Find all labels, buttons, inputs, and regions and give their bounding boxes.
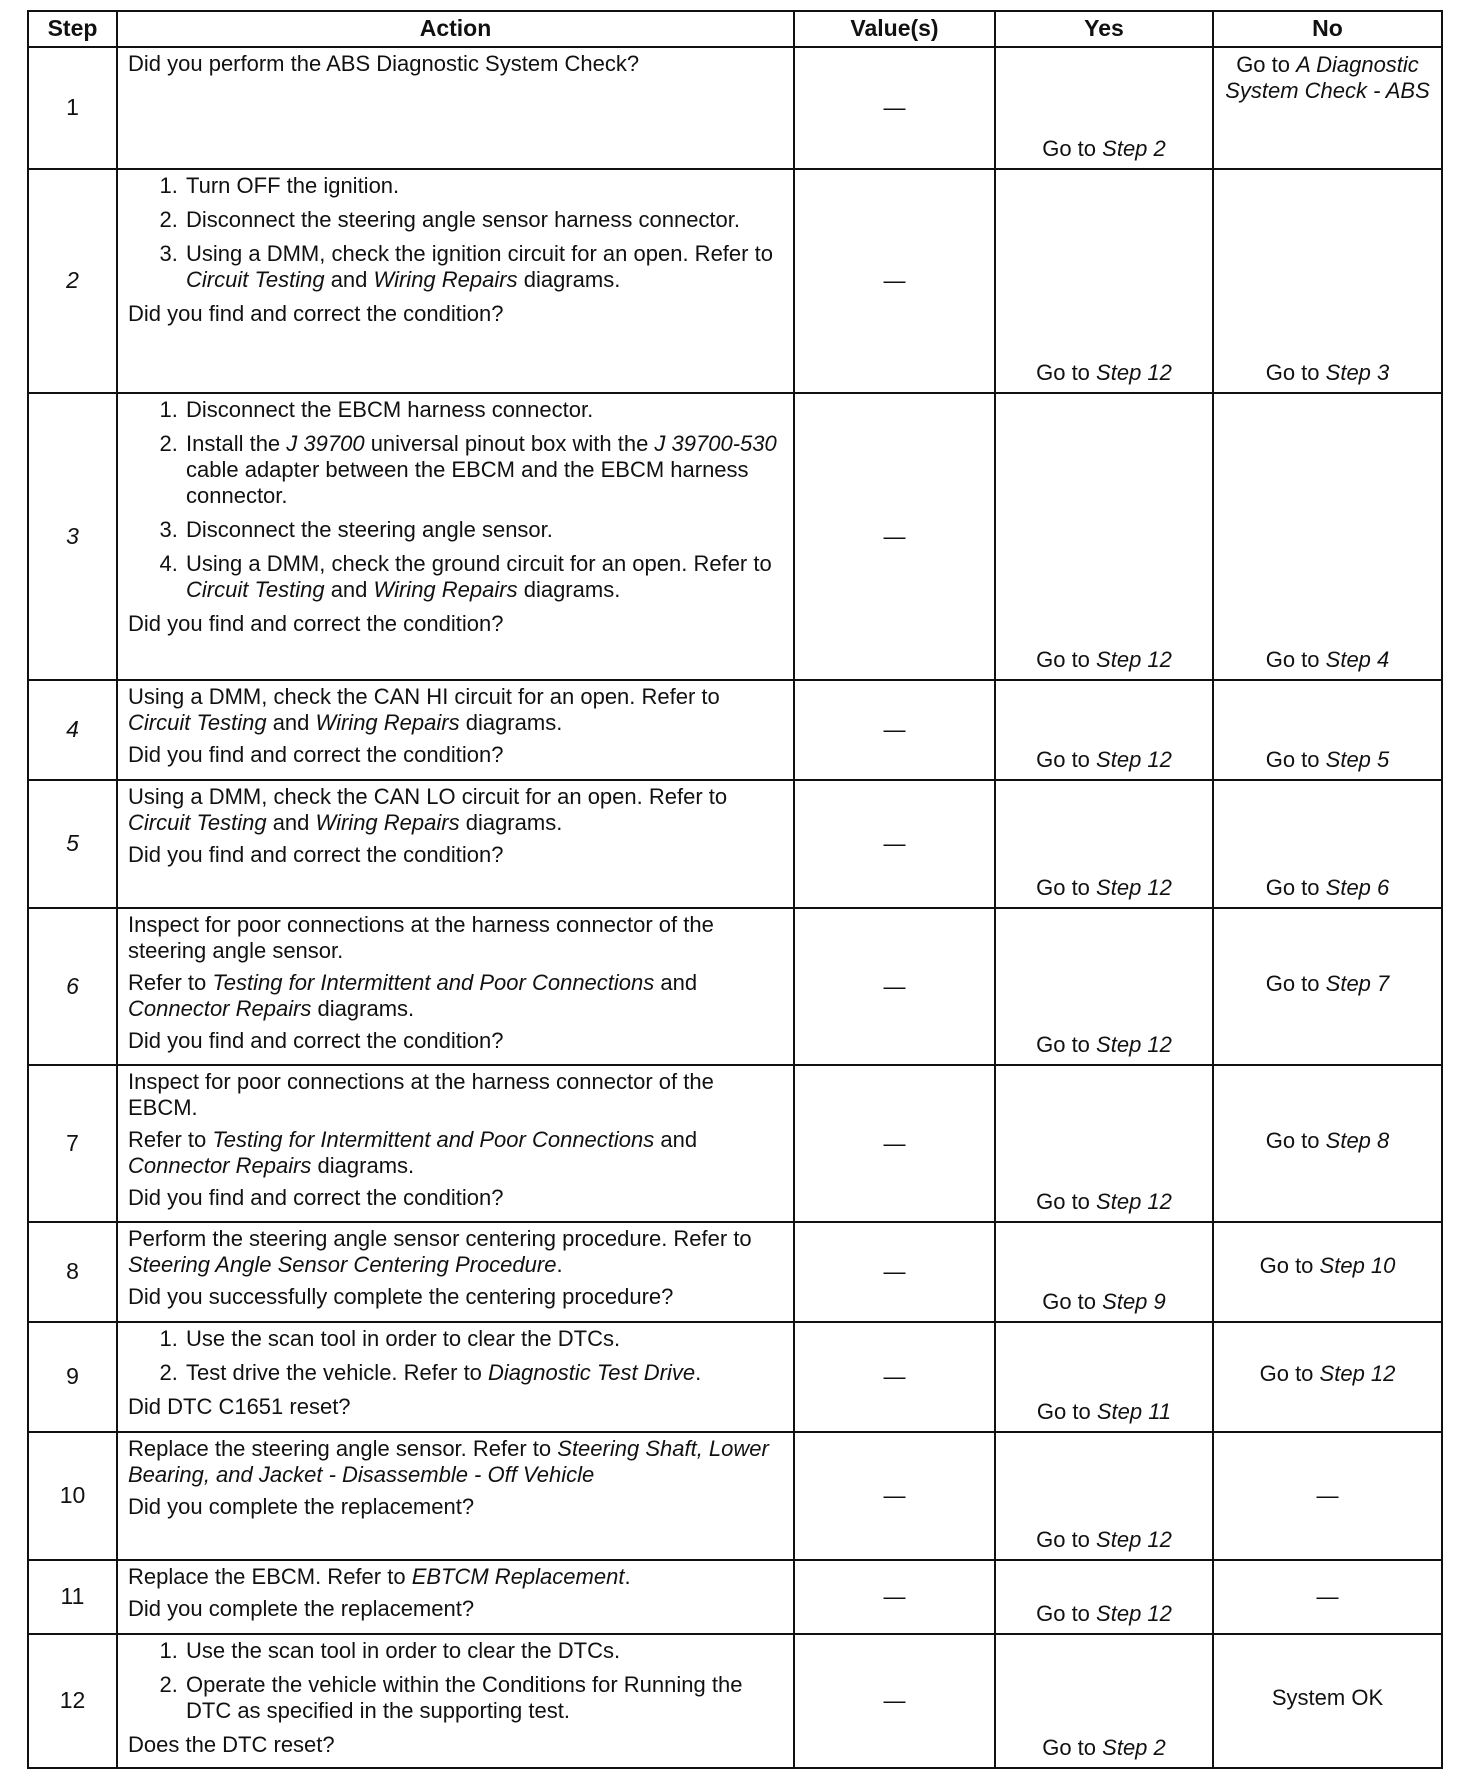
list-item: 2. Disconnect the steering angle sensor harness connector. — [184, 207, 785, 233]
header-values: Value(s) — [794, 11, 995, 47]
list-item: 1. Use the scan tool in order to clear the DTCs. — [184, 1326, 785, 1352]
table-row — [28, 1560, 1442, 1634]
action-cell — [117, 1322, 794, 1432]
no-cell: System OK — [1213, 1634, 1442, 1768]
no-cell: Go to Step 12 — [1213, 1322, 1442, 1432]
table-row — [28, 1432, 1442, 1560]
no-cell: Go to Step 3 — [1213, 169, 1442, 393]
yes-cell: Go to Step 11 — [995, 1322, 1213, 1432]
value-cell: — — [794, 47, 995, 169]
table-row — [28, 780, 1442, 908]
yes-cell: Go to Step 12 — [995, 393, 1213, 680]
step-number: 9 — [28, 1322, 117, 1432]
step-number: 3 — [28, 393, 117, 680]
list-item: 2. Operate the vehicle within the Conditions for Running the DTC as specified in the supporting test. — [184, 1672, 785, 1724]
table-row — [28, 908, 1442, 1065]
value-cell: — — [794, 1432, 995, 1560]
question-text: Did you complete the replacement? — [128, 1493, 475, 1519]
header-no: No — [1213, 11, 1442, 47]
question-text: Does the DTC reset? — [128, 1731, 335, 1757]
step-number: 10 — [28, 1432, 117, 1560]
action-text: Replace the EBCM. Refer to EBTCM Replacement. — [128, 1564, 631, 1589]
header-step: Step — [28, 11, 117, 47]
yes-cell: Go to Step 12 — [995, 780, 1213, 908]
action-cell — [117, 908, 794, 1065]
action-cell — [117, 1634, 794, 1768]
value-cell: — — [794, 1560, 995, 1634]
action-cell — [117, 393, 794, 680]
table-row — [28, 1065, 1442, 1222]
yes-cell: Go to Step 12 — [995, 1432, 1213, 1560]
list-item: 3. Using a DMM, check the ignition circuit for an open. Refer to Circuit Testing and Wiring Repairs diagrams. — [184, 241, 785, 293]
table-row — [28, 169, 1442, 393]
no-cell: Go to Step 6 — [1213, 780, 1442, 908]
table-row — [28, 680, 1442, 780]
no-cell: Go to Step 7 — [1213, 908, 1442, 1065]
step-number: 4 — [28, 680, 117, 780]
question-text: Did you find and correct the condition? — [128, 741, 504, 767]
refer-text: Refer to Testing for Intermittent and Poor Connections and Connector Repairs diagrams. — [128, 969, 698, 1021]
action-cell — [117, 1560, 794, 1634]
no-cell: Go to Step 5 — [1213, 680, 1442, 780]
action-cell — [117, 169, 794, 393]
list-item: 1. Use the scan tool in order to clear the DTCs. — [184, 1638, 785, 1664]
value-cell: — — [794, 680, 995, 780]
yes-cell: Go to Step 2 — [995, 1634, 1213, 1768]
value-cell: — — [794, 780, 995, 908]
no-cell: — — [1213, 1560, 1442, 1634]
header-yes: Yes — [995, 11, 1213, 47]
value-cell: — — [794, 169, 995, 393]
yes-cell: Go to Step 12 — [995, 680, 1213, 780]
step-number: 1 — [28, 47, 117, 169]
action-text: Inspect for poor connections at the harness connector of the steering angle sensor. — [128, 912, 714, 963]
action-cell — [117, 780, 794, 908]
yes-cell: Go to Step 2 — [995, 47, 1213, 169]
yes-cell: Go to Step 12 — [995, 169, 1213, 393]
value-cell: — — [794, 1634, 995, 1768]
question-text: Did you perform the ABS Diagnostic System Check? — [128, 51, 640, 76]
question-text: Did DTC C1651 reset? — [128, 1393, 351, 1419]
step-number: 12 — [28, 1634, 117, 1768]
action-text: Replace the steering angle sensor. Refer to Steering Shaft, Lower Bearing, and Jacket - Disassemble - Off Vehicle — [128, 1436, 769, 1487]
no-cell: Go to A Diagnostic System Check - ABS — [1213, 47, 1442, 169]
table-row — [28, 47, 1442, 169]
value-cell: — — [794, 908, 995, 1065]
no-step-ref: A Diagnostic System Check - ABS — [1225, 52, 1430, 103]
table-row — [28, 1322, 1442, 1432]
question-text: Did you successfully complete the centering procedure? — [128, 1283, 674, 1309]
action-text: Perform the steering angle sensor centering procedure. Refer to Steering Angle Sensor Centering Procedure. — [128, 1226, 752, 1277]
step-number: 5 — [28, 780, 117, 908]
action-cell — [117, 1432, 794, 1560]
question-text: Did you find and correct the condition? — [128, 1027, 504, 1053]
no-cell: Go to Step 8 — [1213, 1065, 1442, 1222]
list-item: 1. Turn OFF the ignition. — [184, 173, 785, 199]
question-text: Did you find and correct the condition? — [128, 300, 504, 326]
list-item: 4. Using a DMM, check the ground circuit for an open. Refer to Circuit Testing and Wiring Repairs diagrams. — [184, 551, 785, 603]
list-item: 2. Install the J 39700 universal pinout box with the J 39700-530 cable adapter between the EBCM and the EBCM harness connector. — [184, 431, 785, 509]
table-row — [28, 1634, 1442, 1768]
step-number: 11 — [28, 1560, 117, 1634]
table-row — [28, 1222, 1442, 1322]
no-cell: Go to Step 4 — [1213, 393, 1442, 680]
action-cell — [117, 1065, 794, 1222]
header-action: Action — [117, 11, 794, 47]
step-number: 2 — [28, 169, 117, 393]
yes-step-ref: Step 2 — [1102, 136, 1166, 162]
value-cell: — — [794, 1222, 995, 1322]
value-cell: — — [794, 393, 995, 680]
list-item: 1. Disconnect the EBCM harness connector. — [184, 397, 785, 423]
value-cell: — — [794, 1065, 995, 1222]
question-text: Did you find and correct the condition? — [128, 841, 504, 867]
action-cell — [117, 680, 794, 780]
step-number: 8 — [28, 1222, 117, 1322]
list-item: 3. Disconnect the steering angle sensor. — [184, 517, 785, 543]
value-cell: — — [794, 1322, 995, 1432]
question-text: Did you find and correct the condition? — [128, 610, 504, 636]
action-cell — [117, 47, 794, 169]
action-text: Using a DMM, check the CAN HI circuit for an open. Refer to Circuit Testing and Wiring Repairs diagrams. — [128, 684, 720, 735]
diagnostic-table — [27, 10, 1443, 1769]
refer-text: Refer to Testing for Intermittent and Poor Connections and Connector Repairs diagrams. — [128, 1126, 698, 1178]
action-text: Using a DMM, check the CAN LO circuit for an open. Refer to Circuit Testing and Wiring Repairs diagrams. — [128, 784, 728, 835]
header-row — [28, 11, 1442, 47]
yes-cell: Go to Step 12 — [995, 908, 1213, 1065]
yes-cell: Go to Step 12 — [995, 1560, 1213, 1634]
action-text: Inspect for poor connections at the harness connector of the EBCM. — [128, 1069, 714, 1120]
no-cell: — — [1213, 1432, 1442, 1560]
list-item: 2. Test drive the vehicle. Refer to Diagnostic Test Drive. — [184, 1360, 785, 1386]
yes-cell: Go to Step 9 — [995, 1222, 1213, 1322]
no-cell: Go to Step 10 — [1213, 1222, 1442, 1322]
yes-cell: Go to Step 12 — [995, 1065, 1213, 1222]
question-text: Did you find and correct the condition? — [128, 1184, 504, 1210]
step-number: 6 — [28, 908, 117, 1065]
table-row — [28, 393, 1442, 680]
question-text: Did you complete the replacement? — [128, 1595, 475, 1621]
step-number: 7 — [28, 1065, 117, 1222]
action-cell — [117, 1222, 794, 1322]
